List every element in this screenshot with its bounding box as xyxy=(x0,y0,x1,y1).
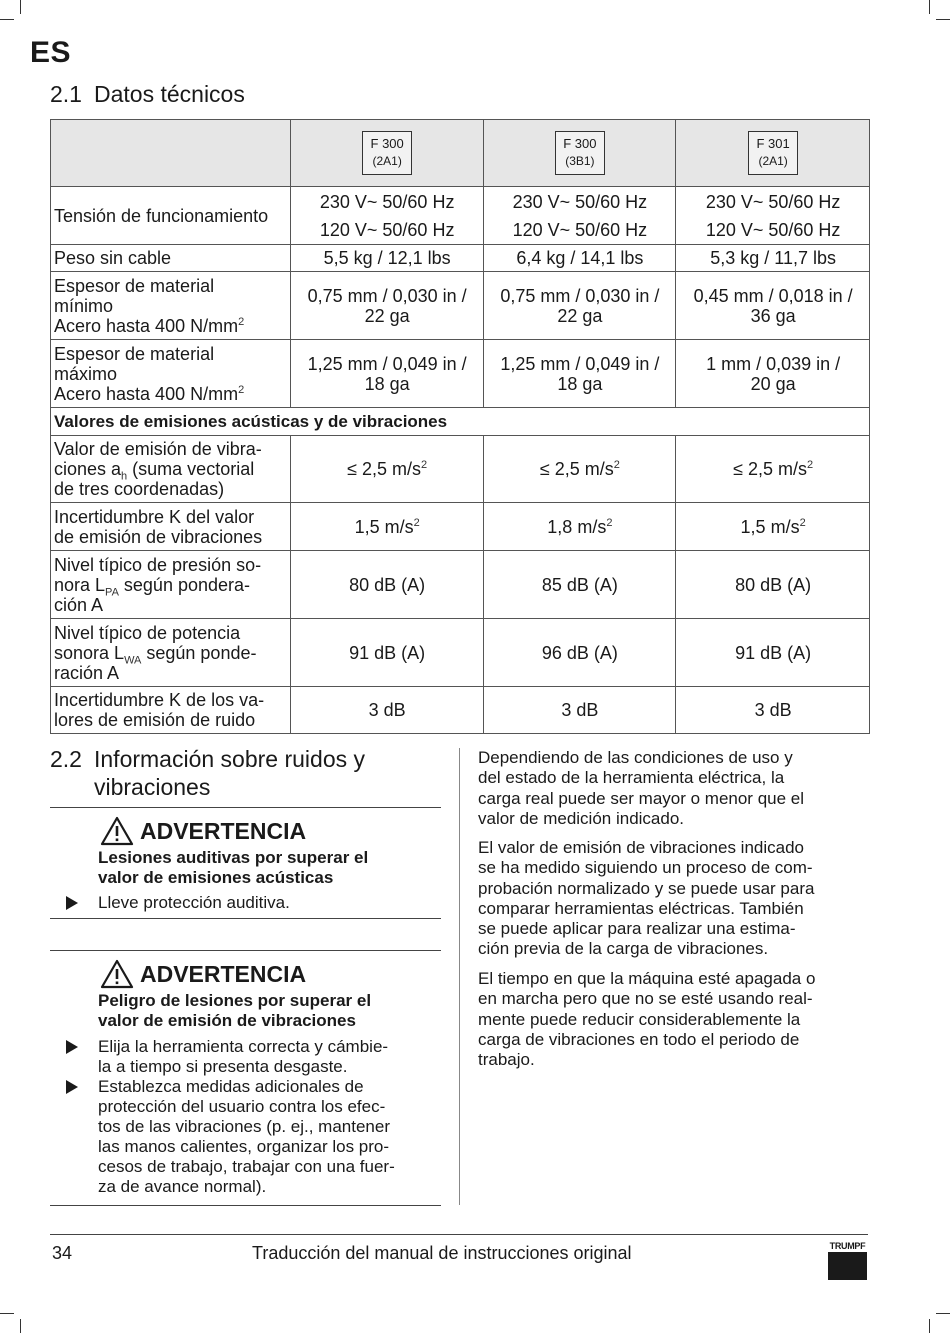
row-label: Nivel típico de presión so- nora $L_{PA}$ según pondera- ción A xyxy=(51,551,291,619)
table-cell: 0,45 mm / 0,018 in / 36 ga xyxy=(676,272,870,340)
table-cell: 230 V~ 50/60 Hz 120 V~ 50/60 Hz xyxy=(290,187,483,245)
paragraph: El tiempo en que la máquina esté apagada o en marcha pero que no se esté usando real- mente puede reducir considerablemente la carga de vibraciones en todo el periodo de trabajo. xyxy=(478,969,816,1070)
model-cell xyxy=(676,120,870,187)
table-cell: ≤ 2,5 $m/s^2$ xyxy=(483,436,676,503)
table-row xyxy=(51,436,870,503)
model-cell xyxy=(290,120,483,187)
table-cell: 3 dB xyxy=(676,687,870,734)
divider xyxy=(50,918,441,919)
table-header-row xyxy=(51,120,870,187)
table-cell: 1,5 $m/s^2$ xyxy=(290,503,483,551)
footer-divider xyxy=(50,1234,868,1235)
model-badge: F 301 (2A1) xyxy=(748,131,798,175)
trumpf-logo: TRUMPF xyxy=(828,1241,867,1280)
bullet-arrow-icon xyxy=(66,1040,78,1054)
table-row xyxy=(51,503,870,551)
divider xyxy=(50,807,441,808)
bullet-arrow-icon xyxy=(66,1080,78,1094)
column-divider xyxy=(459,748,460,1205)
crop-mark xyxy=(936,19,950,20)
crop-mark xyxy=(20,1319,21,1333)
paragraph: Dependiendo de las condiciones de uso y del estado de la herramienta eléctrica, la carga real puede ser mayor o menor que el valor de medición indicado. xyxy=(478,748,805,828)
bullet-arrow-icon xyxy=(66,896,78,910)
section-number: 2.2 xyxy=(50,746,82,772)
row-label: Tensión de funcionamiento xyxy=(51,187,291,245)
table-cell: 3 dB xyxy=(483,687,676,734)
page-number: 34 xyxy=(52,1243,73,1263)
warning-lead: Lesiones auditivas por superar el valor de emisiones acústicas xyxy=(98,848,369,887)
table-row xyxy=(51,619,870,687)
table-row xyxy=(51,245,870,272)
table-cell: 230 V~ 50/60 Hz 120 V~ 50/60 Hz xyxy=(676,187,870,245)
table-cell: 1,8 $m/s^2$ xyxy=(483,503,676,551)
row-label: Incertidumbre K de los va- lores de emisión de ruido xyxy=(51,687,291,734)
table-cell: 0,75 mm / 0,030 in / 22 ga xyxy=(290,272,483,340)
table-cell: ≤ 2,5 $m/s^2$ xyxy=(676,436,870,503)
table-cell: 230 V~ 50/60 Hz 120 V~ 50/60 Hz xyxy=(483,187,676,245)
table-cell: 5,3 kg / 11,7 lbs xyxy=(676,245,870,272)
row-label: Incertidumbre K del valor de emisión de vibraciones xyxy=(51,503,291,551)
section-number: 2.1 xyxy=(50,81,82,107)
row-label: Nivel típico de potencia sonora $L_{WA}$ según ponde- ración A xyxy=(51,619,291,687)
crop-mark xyxy=(929,1319,930,1333)
warning-box-hearing xyxy=(98,816,443,888)
table-cell: 80 dB (A) xyxy=(290,551,483,619)
row-label: Peso sin cable xyxy=(51,245,291,272)
emissions-heading: Valores de emisiones acústicas y de vibraciones xyxy=(51,408,870,436)
table-row xyxy=(51,272,870,340)
crop-mark xyxy=(0,19,14,20)
divider xyxy=(50,1205,441,1206)
model-badge: F 300 (3B1) xyxy=(555,131,605,175)
table-row xyxy=(51,187,870,245)
table-cell: 5,5 kg / 12,1 lbs xyxy=(290,245,483,272)
table-cell: 91 dB (A) xyxy=(290,619,483,687)
row-label: Espesor de material máximo Acero hasta 400 $N/mm^2$ xyxy=(51,340,291,408)
section-heading-technical-data xyxy=(50,80,245,108)
bullet-item: Elija la herramienta correcta y cámbie- la a tiempo si presenta desgaste. xyxy=(98,1037,388,1077)
table-cell: 85 dB (A) xyxy=(483,551,676,619)
warning-title: ADVERTENCIA xyxy=(100,816,443,846)
language-code: ES xyxy=(30,36,72,69)
table-cell: 91 dB (A) xyxy=(676,619,870,687)
bullet-item: Lleve protección auditiva. xyxy=(98,893,290,913)
footer-text: Traducción del manual de instrucciones original xyxy=(252,1243,632,1263)
paragraph: El valor de emisión de vibraciones indicado se ha medido siguiendo un proceso de com- probación normalizado y se puede usar para comparar herramientas eléctricas. También se puede aplicar para realizar una estima- ción previa de la carga de vibraciones. xyxy=(478,838,815,959)
section-title: Información sobre ruidos y vibraciones xyxy=(94,746,366,800)
warning-lead: Peligro de lesiones por superar el valor de emisión de vibraciones xyxy=(98,991,372,1030)
warning-title: ADVERTENCIA xyxy=(100,959,443,989)
table-cell: 1,25 mm / 0,049 in / 18 ga xyxy=(290,340,483,408)
crop-mark xyxy=(936,1313,950,1314)
table-cell: 6,4 kg / 14,1 lbs xyxy=(483,245,676,272)
table-row xyxy=(51,687,870,734)
divider xyxy=(50,950,441,951)
warning-triangle-icon xyxy=(100,959,134,989)
row-label: Espesor de material mínimo Acero hasta 400 $N/mm^2$ xyxy=(51,272,291,340)
table-section-row xyxy=(51,408,870,436)
table-cell: 80 dB (A) xyxy=(676,551,870,619)
section-title: Datos técnicos xyxy=(94,81,245,107)
crop-mark xyxy=(0,1313,14,1314)
table-cell: ≤ 2,5 $m/s^2$ xyxy=(290,436,483,503)
row-label: Valor de emisión de vibra- ciones $a_h$ (suma vectorial de tres coordenadas) xyxy=(51,436,291,503)
table-row xyxy=(51,340,870,408)
section-heading-noise-vibration xyxy=(50,745,440,801)
table-cell: 1 mm / 0,039 in / 20 ga xyxy=(676,340,870,408)
crop-mark xyxy=(20,0,21,14)
warning-box-vibration xyxy=(98,959,443,1031)
table-cell: 1,25 mm / 0,049 in / 18 ga xyxy=(483,340,676,408)
bullet-item: Establezca medidas adicionales de protección del usuario contra los efec- tos de las vibraciones (p. ej., mantener las manos calientes, organizar los pro- cesos de trabajo, trabajar con una fuer- za de avance normal). xyxy=(98,1077,395,1197)
warning-triangle-icon xyxy=(100,816,134,846)
technical-data-table xyxy=(50,119,870,734)
model-cell xyxy=(483,120,676,187)
model-badge: F 300 (2A1) xyxy=(362,131,412,175)
table-corner-cell xyxy=(51,120,291,187)
table-cell: 1,5 $m/s^2$ xyxy=(676,503,870,551)
table-cell: 0,75 mm / 0,030 in / 22 ga xyxy=(483,272,676,340)
table-row xyxy=(51,551,870,619)
table-cell: 96 dB (A) xyxy=(483,619,676,687)
table-cell: 3 dB xyxy=(290,687,483,734)
crop-mark xyxy=(929,0,930,14)
